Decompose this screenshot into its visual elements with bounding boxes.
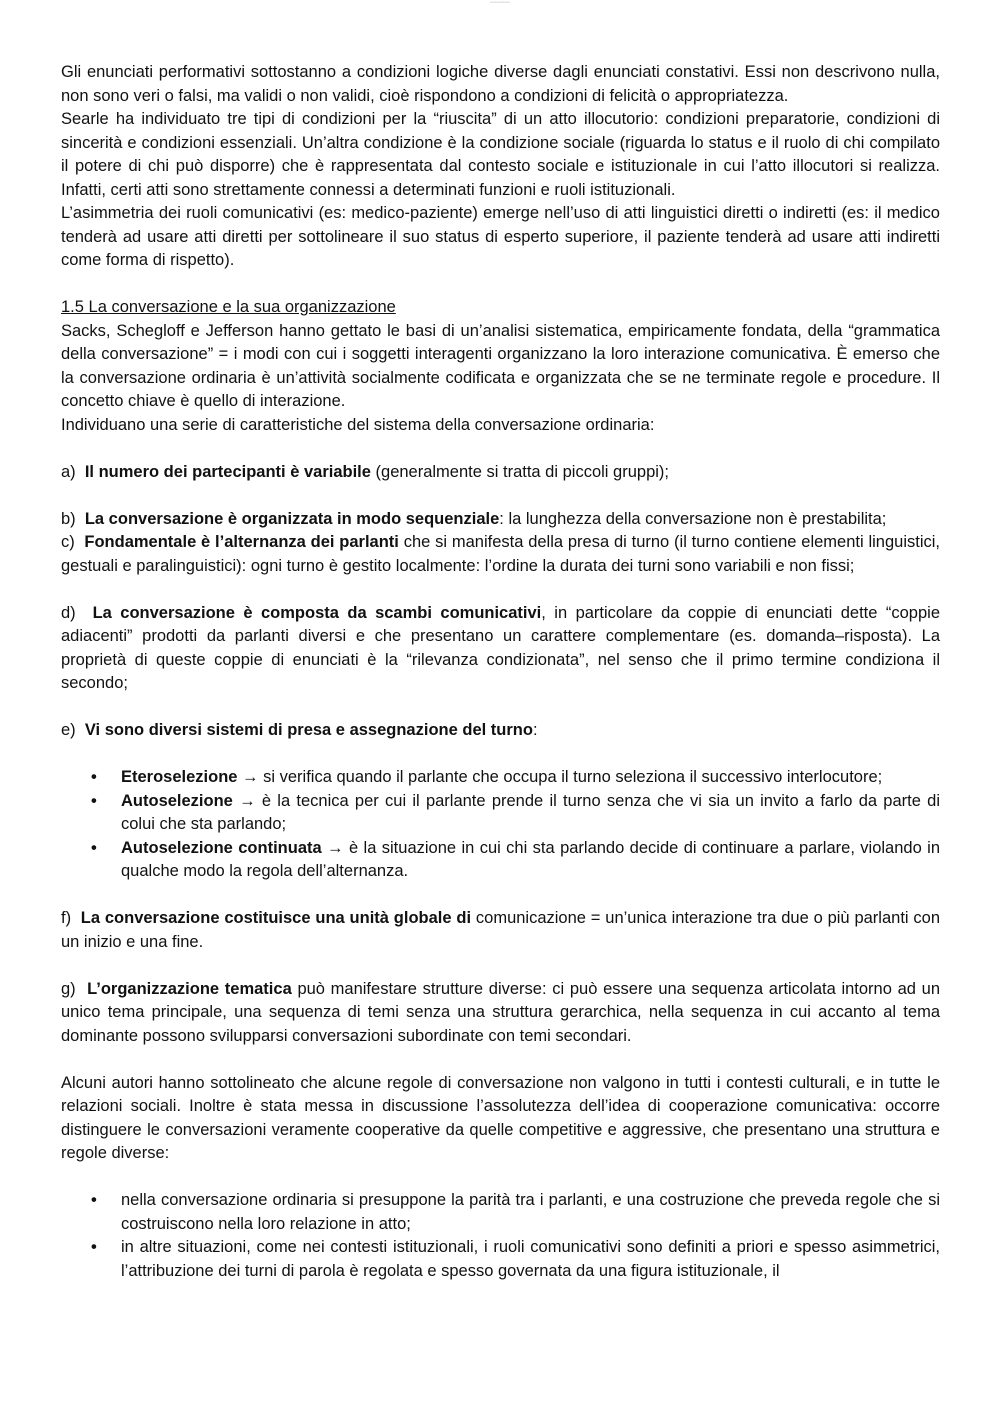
- list-item-f: [61, 907, 940, 954]
- list-item-g: [61, 978, 940, 1049]
- bullet-item: [61, 837, 940, 884]
- list-item-e: [61, 719, 940, 743]
- bullet-item: • in altre situazioni, come nei contesti istituzionali, i ruoli comunicativi sono definiti a priori e spesso asimmetrici, l’attribuzione dei turni di parola è regolata e spesso governata da una figura istituzionale, il: [61, 1236, 940, 1283]
- intro-paragraph-searle: Searle ha individuato tre tipi di condizioni per la “riuscita” di un atto illocutorio: condizioni preparatorie, condizioni di sincerità e condizioni essenziali. Un’altra condizione è la condizione sociale (riguarda lo status e il ruolo di chi compilato il potere di chi può disporre) che è rappresentata dal contesto sociale e istituzionale in cui l’atto illocutori si realizza. Infatti, certi atti sono strettamente connessi a determinati funzioni e ruoli istituzionali.: [61, 110, 940, 199]
- section-paragraph: Sacks, Schegloff e Jefferson hanno gettato le basi di un’analisi sistematica, empiricamente fondata, della “grammatica della conversazione” = i modi con cui i soggetti interagenti organizzano la loro interazione comunicativa. È emerso che la conversazione ordinaria è un’attività socialmente codificata e organizzata che se ne terminate regole e procedure. Il concetto chiave è quello di interazione.: [61, 321, 940, 410]
- section-heading: [61, 296, 940, 320]
- item-label: a): [61, 462, 76, 481]
- item-title: L’organizzazione tematica: [87, 979, 292, 998]
- list-item-d: [61, 602, 940, 696]
- document-body: [61, 61, 940, 1283]
- item-title: La conversazione è composta da scambi comunicativi: [92, 603, 542, 622]
- bullet-term: Eteroselezione →: [121, 768, 259, 786]
- item-label: b): [61, 509, 76, 528]
- item-title: Vi sono diversi sistemi di presa e assegnazione del turno: [84, 721, 533, 739]
- bullet-text: si verifica quando il parlante che occupa il turno seleziona il successivo interlocutore;: [258, 768, 883, 786]
- closing-paragraph: Alcuni autori hanno sottolineato che alcune regole di conversazione non valgono in tutti i contesti culturali, e in tutte le relazioni sociali. Inoltre è stata messa in discussione l’assolutezza dell’idea di cooperazione comunicativa: occorre distinguere le conversazioni veramente cooperative da quelle competitive e aggressive, che presentano una struttura e regole diverse:: [61, 1073, 940, 1162]
- item-label: c): [61, 533, 75, 551]
- turn-selection-list: [61, 766, 940, 884]
- item-text: (generalmente si tratta di piccoli gruppi);: [370, 462, 669, 481]
- item-title: Fondamentale è l’alternanza dei parlanti: [84, 533, 399, 551]
- intro-paragraph-performative: Gli enunciati performativi sottostanno a condizioni logiche diverse dagli enunciati constativi. Essi non descrivono nulla, non sono veri o falsi, ma validi o non validi, cioè rispondono a condizioni di felicità o appropriatezza.: [61, 63, 940, 105]
- bullet-item: [61, 766, 940, 790]
- item-text: che si manifesta della presa di turno (il turno contiene elementi linguistici, gestuali e paralinguistici): ogni turno è gestito localmente: l’ordine la durata dei turni sono variabili e non fissi;: [61, 533, 940, 575]
- item-label: g): [61, 979, 76, 998]
- page-header: comunicazione: [489, 0, 510, 4]
- intro-paragraph-asymmetry: L’asimmetria dei ruoli comunicativi (es: medico-paziente) emerge nell’uso di atti linguistici diretti o indiretti (es: il medico tenderà ad usare atti diretti per sottolineare il suo status di esperto superiore, il paziente tenderà ad usare atti indiretti come forma di rispetto).: [61, 204, 940, 269]
- item-text: può manifestare strutture diverse: ci può essere una sequenza articolata intorno ad un unico tema principale, una sequenza di temi senza una struttura gerarchica, nella sequenza in cui accanto al tema dominante possono svilupparsi conversazioni subordinate con temi secondari.: [61, 979, 941, 1045]
- section-paragraph: Individuano una serie di caratteristiche del sistema della conversazione ordinaria:: [61, 415, 655, 434]
- list-item-c: [61, 531, 940, 578]
- bullet-item: [61, 790, 940, 837]
- bullet-item: • nella conversazione ordinaria si presuppone la parità tra i parlanti, e una costruzione che preveda regole che si costruiscono nella loro relazione in atto;: [61, 1189, 940, 1236]
- item-text: :: [532, 721, 538, 739]
- item-title: La conversazione costituisce una unità globale di: [80, 909, 472, 927]
- section-title: La conversazione e la sua organizzazione: [88, 298, 396, 316]
- item-title: Il numero dei partecipanti è variabile: [84, 462, 371, 481]
- list-item-a: [61, 461, 940, 485]
- list-item-b: [61, 508, 940, 532]
- item-label: f): [61, 909, 72, 927]
- conversation-types-list: [61, 1189, 940, 1283]
- bullet-term: Autoselezione →: [121, 791, 256, 810]
- section-number: 1.5: [61, 298, 84, 316]
- bullet-text: è la tecnica per cui il parlante prende il turno senza che vi sia un invito a farlo da parte di colui che sta parlando;: [121, 791, 941, 833]
- item-text: comunicazione = un’unica interazione tra due o più parlanti con un inizio e una fine.: [61, 909, 941, 951]
- bullet-text: è la situazione in cui chi sta parlando decide di continuare a parlare, violando in qualche modo la regola dell’alternanza.: [121, 838, 940, 880]
- bullet-term: Autoselezione continuata →: [121, 838, 344, 857]
- item-text: , in particolare da coppie di enunciati dette “coppie adiacenti” prodotti da parlanti diversi e che presentano un carattere complementare (es. domanda–risposta). La proprietà di queste coppie di enunciati è la “rilevanza condizionata”, nel senso che il primo termine condiziona il secondo;: [61, 603, 940, 692]
- item-text: : la lunghezza della conversazione non è prestabilita;: [499, 509, 887, 528]
- item-label: d): [61, 603, 76, 622]
- item-title: La conversazione è organizzata in modo sequenziale: [84, 509, 500, 528]
- item-label: e): [61, 721, 76, 739]
